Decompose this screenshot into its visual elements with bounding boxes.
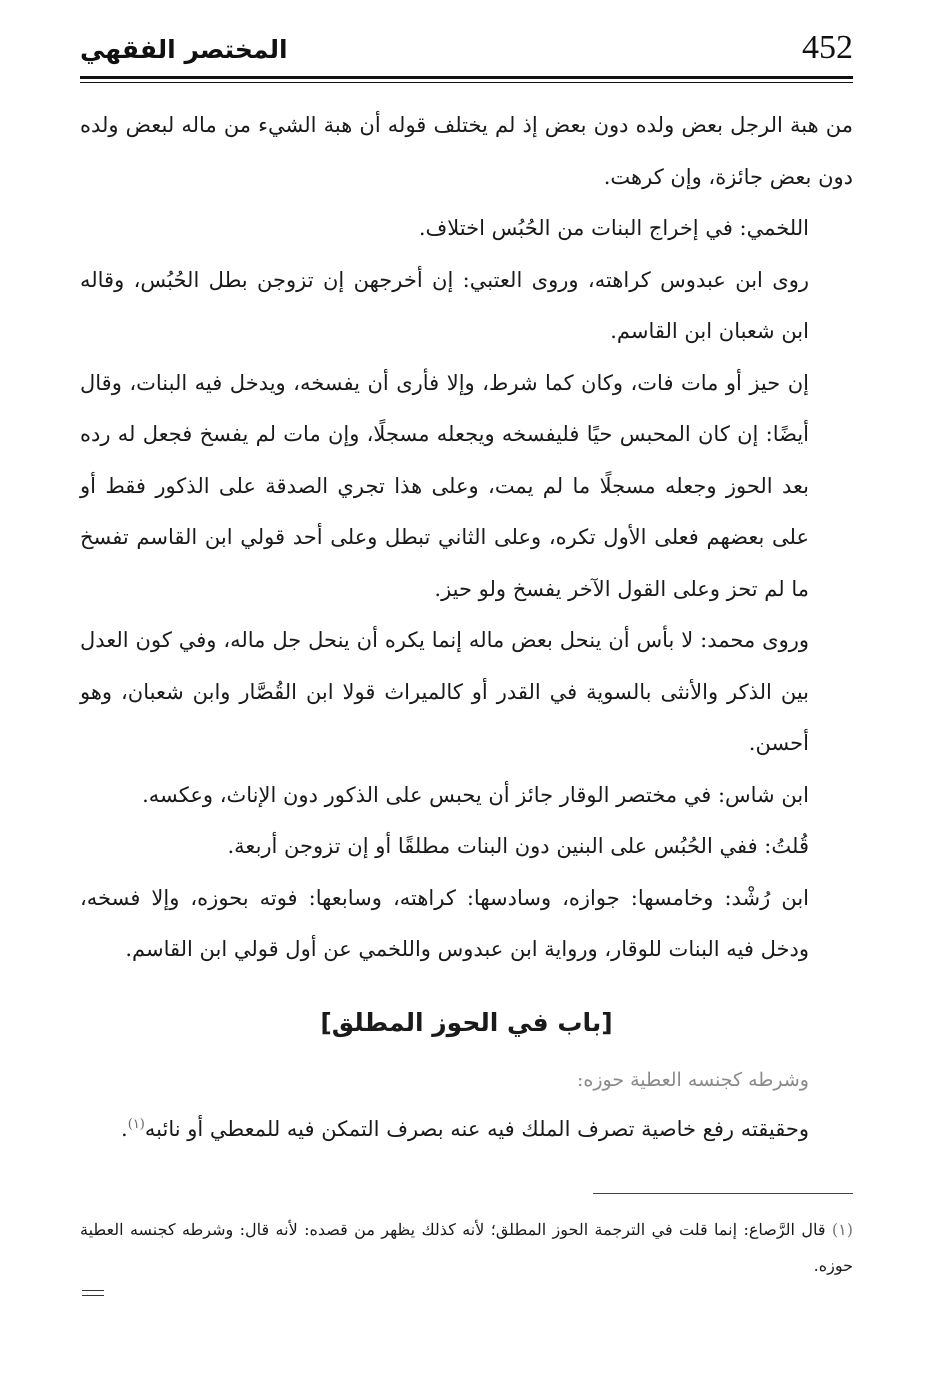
- paragraph-4: إن حيز أو مات فات، وكان كما شرط، وإلا فأرى أن يفسخه، ويدخل فيه البنات، وقال أيضًا: إن كان المحبس حيًا فليفسخه ويجعله مسجلًا، وإن مات لم يفسخ فجعل له رده بعد الحوز وجعله مسجلًا ما لم يمت، وعلى هذا تجري الصدقة على الذكور فقط أو على بعضهم فعلى الأول تكره، وعلى الثاني تبطل وعلى أحد قولي ابن القاسم تفسخ ما لم تحز وعلى القول الآخر يفسخ ولو حيز.: [80, 370, 809, 601]
- footnote-1: [80, 1212, 853, 1284]
- footnotes: [80, 1212, 853, 1284]
- footnote-text: قال الرَّصاع: إنما قلت في الترجمة الحوز المطلق؛ لأنه كذلك يظهر من قصده: لأنه قال: وشرطه كجنسه العطية حوزه.: [80, 1220, 853, 1275]
- paragraph-2: اللخمي: في إخراج البنات من الحُبُس اختلاف.: [418, 216, 809, 240]
- section-heading: [باب في الحوز المطلق]: [320, 1007, 613, 1037]
- header-rule-thin: [80, 82, 853, 83]
- footnote-marker: (١): [831, 1220, 854, 1239]
- paragraph-5: وروى محمد: لا بأس أن ينحل بعض ماله إنما يكره أن ينحل جل ماله، وفي كون العدل بين الذكر والأنثى بالسوية في القدر أو كالميراث قولا ابن القُصَّار وابن شعبان، وهو أحسن.: [80, 628, 809, 755]
- final-paragraph-text: وحقيقته رفع خاصية تصرف الملك فيه عنه بصرف التمكن فيه للمعطي أو نائبه: [144, 1116, 809, 1141]
- page-number: 452: [802, 29, 853, 66]
- paragraph-7: قُلتُ: ففي الحُبُس على البنين دون البنات مطلقًا أو إن تزوجن أربعة.: [227, 834, 809, 858]
- footnote-divider: [593, 1193, 853, 1194]
- page-mark: [82, 1290, 104, 1296]
- faint-line: وشرطه كجنسه العطية حوزه:: [576, 1068, 809, 1091]
- paragraph-6: ابن شاس: في مختصر الوقار جائز أن يحبس على الذكور دون الإناث، وعكسه.: [142, 782, 809, 807]
- header-rule-thick: [80, 76, 853, 79]
- page-body: [80, 100, 853, 1155]
- running-title: المختصر الفقهي: [80, 35, 288, 64]
- footnote-reference[interactable]: (١): [127, 1116, 145, 1132]
- paragraph-1: من هبة الرجل بعض ولده دون بعض إذ لم يختلف قوله أن هبة الشيء من ماله لبعض ولده دون بعض جائزة، وإن كرهت.: [80, 113, 853, 189]
- paragraph-3: روى ابن عبدوس كراهته، وروى العتبي: إن أخرجهن إن تزوجن بطل الحُبُس، وقاله ابن شعبان ابن القاسم.: [80, 267, 809, 343]
- final-period: .: [121, 1116, 128, 1141]
- page-header: [80, 26, 853, 78]
- paragraph-8: ابن رُشْد: وخامسها: جوازه، وسادسها: كراهته، وسابعها: فوته بحوزه، وإلا فسخه، ودخل فيه البنات للوقار، ورواية ابن عبدوس واللخمي عن أول قولي ابن القاسم.: [80, 885, 809, 961]
- final-paragraph: [80, 1104, 853, 1156]
